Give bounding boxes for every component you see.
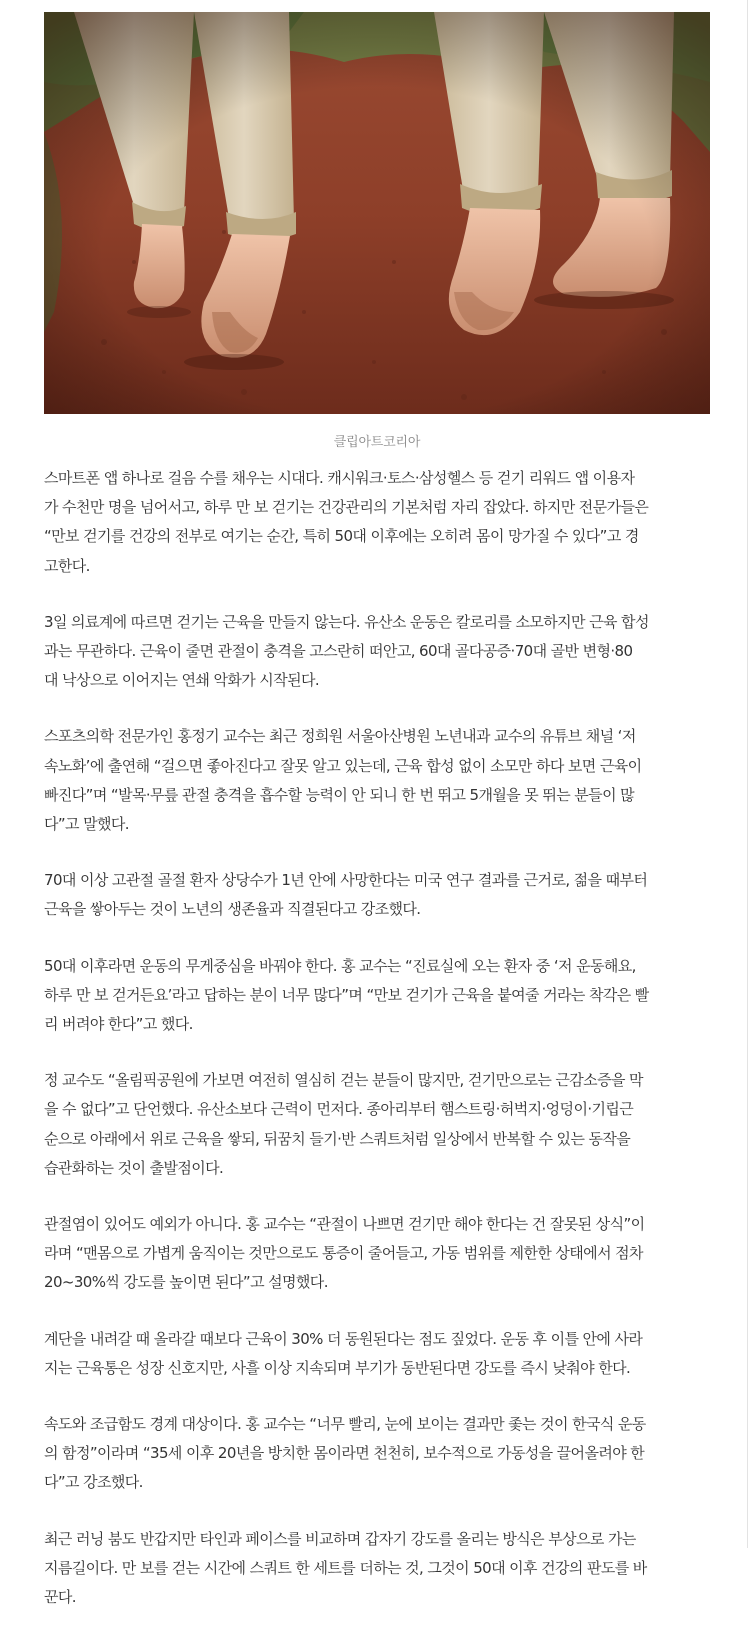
article-paragraph [44,866,716,924]
paragraph-line: 관절염이 있어도 예외가 아니다. 홍 교수는 “관절이 나쁘면 걷기만 해야 한다는 건 잘못된 상식”이 [44,1215,645,1234]
paragraph-line: 꾼다. [44,1588,76,1607]
article-paragraph [44,464,716,581]
paragraph-line: 고한다. [44,556,90,575]
paragraph-line: 라며 “맨몸으로 가볍게 움직이는 것만으로도 통증이 줄어들고, 가동 범위를 제한한 상태에서 점차 [44,1244,643,1263]
article-paragraph [44,1325,716,1383]
barefoot-walkers-photo [44,12,710,414]
paragraph-line: 20~30%씩 강도를 높이면 된다”고 설명했다. [44,1273,328,1292]
paragraph-line: 의 함정”이라며 “35세 이후 20년을 방치한 몸이라면 천천히, 보수적으로 가동성을 끌어올려야 한 [44,1444,645,1463]
paragraph-line: 지는 근육통은 성장 신호지만, 사흘 이상 지속되며 부기가 동반된다면 강도를 즉시 낮춰야 한다. [44,1358,631,1377]
paragraph-line: 70대 이상 고관절 골절 환자 상당수가 1년 안에 사망한다는 미국 연구 결과를 근거로, 젊을 때부터 [44,871,648,890]
paragraph-line: 다”고 말했다. [44,815,129,834]
paragraph-line: “만보 걷기를 건강의 전부로 여기는 순간, 특히 50대 이후에는 오히려 몸이 망가질 수 있다”고 경 [44,527,639,546]
article-paragraph [44,1525,716,1613]
paragraph-line: 대 낙상으로 이어지는 연쇄 악화가 시작된다. [44,671,320,690]
paragraph-line: 가 수천만 명을 넘어서고, 하루 만 보 걷기는 건강관리의 기본처럼 자리 잡았다. 하지만 전문가들은 [44,498,649,517]
paragraph-line: 다”고 강조했다. [44,1473,143,1492]
article-paragraph [44,1410,716,1498]
article-paragraph [44,1210,716,1298]
paragraph-line: 정 교수도 “올림픽공원에 가보면 여전히 열심히 걷는 분들이 많지만, 걷기만으로는 근감소증을 막 [44,1071,643,1090]
paragraph-line: 빠진다”며 “발목·무릎 관절 충격을 흡수할 능력이 안 되니 한 번 뛰고 5개월을 못 뛰는 분들이 많 [44,785,635,804]
paragraph-line: 스포츠의학 전문가인 홍정기 교수는 최근 정희원 서울아산병원 노년내과 교수의 유튜브 채널 ‘저 [44,727,636,746]
paragraph-line: 을 수 없다”고 단언했다. 유산소보다 근력이 먼저다. 종아리부터 햄스트링·허벅지·엉덩이·기립근 [44,1100,634,1119]
paragraph-line: 스마트폰 앱 하나로 걸음 수를 채우는 시대다. 캐시워크·토스·삼성헬스 등 걷기 리워드 앱 이용자 [44,469,635,487]
paragraph-line: 리 버려야 한다”고 했다. [44,1015,193,1034]
article-paragraph [44,952,716,1040]
paragraph-line: 속노화’에 출연해 “걸으면 좋아진다고 잘못 알고 있는데, 근육 합성 없이 소모만 하다 보면 근육이 [44,756,642,775]
article-paragraph [44,1066,716,1183]
paragraph-line: 습관화하는 것이 출발점이다. [44,1158,224,1177]
paragraph-line: 50대 이후라면 운동의 무게중심을 바꿔야 한다. 홍 교수는 “진료실에 오는 환자 중 ‘저 운동해요, [44,956,636,975]
article-figure [44,12,710,450]
paragraph-line: 과는 무관하다. 근육이 줄면 관절이 충격을 고스란히 떠안고, 60대 골다공증·70대 골반 변형·80 [44,642,633,661]
article-body [44,464,716,1639]
paragraph-line: 순으로 아래에서 위로 근육을 쌓되, 뒤꿈치 들기·반 스쿼트처럼 일상에서 반복할 수 있는 동작을 [44,1129,631,1148]
article-paragraph [44,608,716,696]
paragraph-line: 지름길이다. 만 보를 걷는 시간에 스쿼트 한 세트를 더하는 것, 그것이 50대 이후 건강의 판도를 바 [44,1558,647,1577]
article-paragraph [44,722,716,839]
paragraph-line: 속도와 조급함도 경계 대상이다. 홍 교수는 “너무 빨리, 눈에 보이는 결과만 좇는 것이 한국식 운동 [44,1415,646,1434]
paragraph-line: 하루 만 보 걷거든요’라고 답하는 분이 너무 많다”며 “만보 걷기가 근육을 붙여줄 거라는 착각은 빨 [44,985,649,1004]
paragraph-line: 최근 러닝 붐도 반갑지만 타인과 페이스를 비교하며 갑자기 강도를 올리는 방식은 부상으로 가는 [44,1529,636,1548]
image-caption: 클립아트코리아 [333,435,421,450]
paragraph-line: 근육을 쌓아두는 것이 노년의 생존율과 직결된다고 강조했다. [44,900,421,919]
paragraph-line: 3일 의료계에 따르면 걷기는 근육을 만들지 않는다. 유산소 운동은 칼로리를 소모하지만 근육 합성 [44,612,649,631]
paragraph-line: 계단을 내려갈 때 올라갈 때보다 근육이 30% 더 동원된다는 점도 짚었다. 운동 후 이틀 안에 사라 [44,1329,643,1348]
